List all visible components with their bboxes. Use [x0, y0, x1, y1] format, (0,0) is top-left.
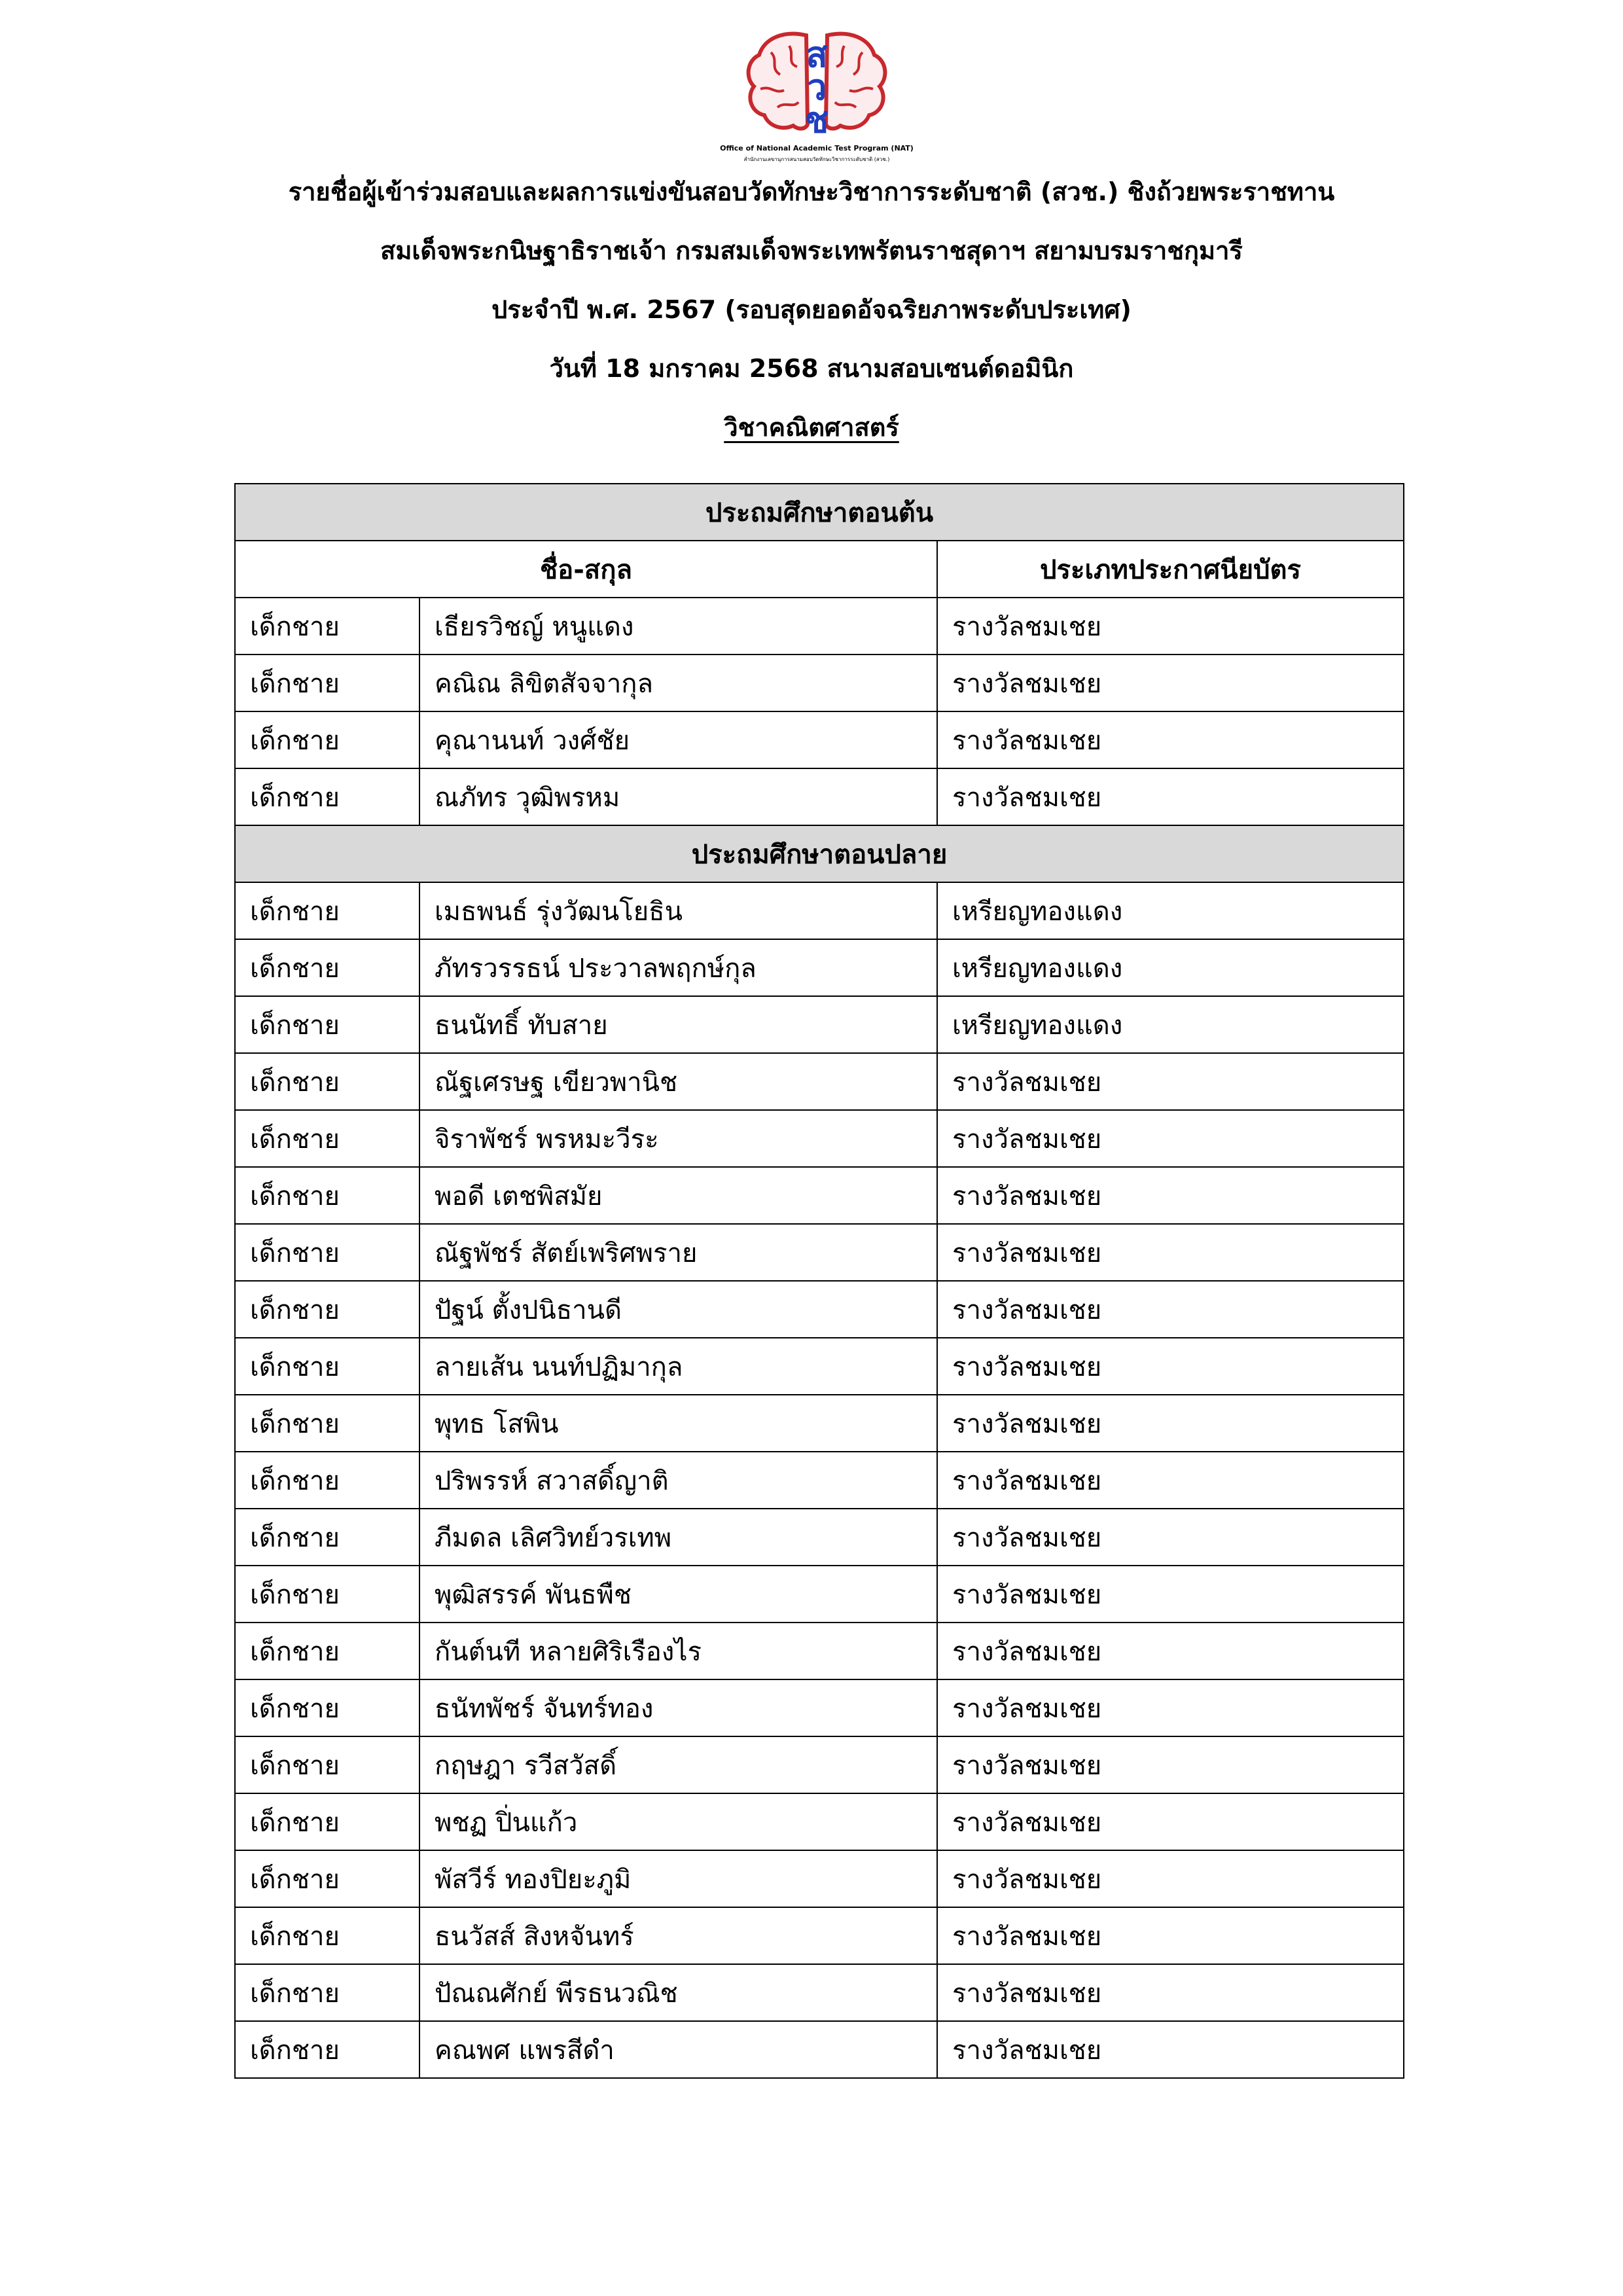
document-header: [0, 162, 1623, 457]
table-row: [235, 882, 1404, 939]
cell-award: เหรียญทองแดง: [937, 882, 1404, 939]
cell-name: ธนัทพัชร์ จันทร์ทอง: [419, 1679, 937, 1736]
cell-prefix: เด็กชาย: [235, 1452, 419, 1509]
header-title-line-2: สมเด็จพระกนิษฐาธิราชเจ้า กรมสมเด็จพระเทพรัตนราชสุดาฯ สยามบรมราชกุมารี: [380, 236, 1243, 265]
cell-prefix: เด็กชาย: [235, 1110, 419, 1167]
cell-prefix: เด็กชาย: [235, 1679, 419, 1736]
logo-letter-1: ส: [806, 34, 828, 75]
cell-prefix: เด็กชาย: [235, 598, 419, 655]
cell-prefix: เด็กชาย: [235, 1338, 419, 1395]
cell-award: รางวัลชมเชย: [937, 1395, 1404, 1452]
cell-name: ลายเส้น นนท์ปฏิมากุล: [419, 1338, 937, 1395]
cell-name: ปริพรรห์ สวาสดิ์ญาติ: [419, 1452, 937, 1509]
cell-name: ธนนัทธิ์ ทับสาย: [419, 996, 937, 1053]
logo-name-en: Office of National Academic Test Program (NAT): [720, 144, 914, 152]
table-row: [235, 1053, 1404, 1110]
cell-prefix: เด็กชาย: [235, 1167, 419, 1224]
logo-name-th: สำนักงานเลขานุการสนามสอบวัดทักษะวิชาการระดับชาติ (สวช.): [743, 156, 890, 162]
table-row: [235, 1338, 1404, 1395]
header-title-line-1: รายชื่อผู้เข้าร่วมสอบและผลการแข่งขันสอบวัดทักษะวิชาการระดับชาติ (สวช.) ชิงถ้วยพระราชทาน: [288, 177, 1335, 206]
cell-award: รางวัลชมเชย: [937, 1907, 1404, 1964]
cell-prefix: เด็กชาย: [235, 1736, 419, 1793]
cell-prefix: เด็กชาย: [235, 1053, 419, 1110]
cell-name: เธียรวิชญ์ หนูแดง: [419, 598, 937, 655]
table-row: [235, 1793, 1404, 1850]
cell-name: พุทธ โสพิน: [419, 1395, 937, 1452]
section-title: ประถมศึกษาตอนปลาย: [235, 825, 1404, 882]
cell-prefix: เด็กชาย: [235, 1623, 419, 1679]
table-row: [235, 1509, 1404, 1566]
cell-prefix: เด็กชาย: [235, 996, 419, 1053]
cell-name: กฤษฎา รวีสวัสดิ์: [419, 1736, 937, 1793]
cell-award: รางวัลชมเชย: [937, 1850, 1404, 1907]
column-header-row: [235, 541, 1404, 598]
cell-award: รางวัลชมเชย: [937, 711, 1404, 768]
cell-award: รางวัลชมเชย: [937, 1679, 1404, 1736]
table-row: [235, 1110, 1404, 1167]
cell-award: รางวัลชมเชย: [937, 768, 1404, 825]
cell-name: ปัณณศักย์ พีรธนวณิช: [419, 1964, 937, 2021]
cell-name: ธนวัสส์ สิงหจันทร์: [419, 1907, 937, 1964]
table-row: [235, 1907, 1404, 1964]
cell-prefix: เด็กชาย: [235, 655, 419, 711]
subject-title: วิชาคณิตศาสตร์: [724, 413, 899, 442]
table-row: [235, 1679, 1404, 1736]
cell-award: รางวัลชมเชย: [937, 1623, 1404, 1679]
section-header-row: [235, 484, 1404, 541]
cell-prefix: เด็กชาย: [235, 711, 419, 768]
table-row: [235, 1736, 1404, 1793]
cell-award: รางวัลชมเชย: [937, 1338, 1404, 1395]
cell-award: รางวัลชมเชย: [937, 598, 1404, 655]
cell-prefix: เด็กชาย: [235, 1850, 419, 1907]
table-row: [235, 1395, 1404, 1452]
cell-prefix: เด็กชาย: [235, 1281, 419, 1338]
table-row: [235, 1452, 1404, 1509]
results-table-body: [235, 484, 1404, 2078]
cell-award: เหรียญทองแดง: [937, 939, 1404, 996]
cell-name: คณพศ แพรสีดำ: [419, 2021, 937, 2078]
cell-award: รางวัลชมเชย: [937, 1452, 1404, 1509]
table-row: [235, 1167, 1404, 1224]
cell-award: รางวัลชมเชย: [937, 1224, 1404, 1281]
table-row: [235, 1281, 1404, 1338]
cell-prefix: เด็กชาย: [235, 1907, 419, 1964]
table-row: [235, 939, 1404, 996]
cell-award: รางวัลชมเชย: [937, 1167, 1404, 1224]
table-row: [235, 2021, 1404, 2078]
cell-name: พอดี เตชพิสมัย: [419, 1167, 937, 1224]
cell-name: ณัฐพัชร์ สัตย์เพริศพราย: [419, 1224, 937, 1281]
table-row: [235, 996, 1404, 1053]
cell-prefix: เด็กชาย: [235, 768, 419, 825]
table-row: [235, 655, 1404, 711]
cell-award: รางวัลชมเชย: [937, 1736, 1404, 1793]
cell-prefix: เด็กชาย: [235, 1566, 419, 1623]
subject-line: [0, 398, 1623, 457]
cell-name: เมธพนธ์ รุ่งวัฒนโยธิน: [419, 882, 937, 939]
table-row: [235, 1224, 1404, 1281]
table-row: [235, 768, 1404, 825]
cell-name: พัสวีร์ ทองปิยะภูมิ: [419, 1850, 937, 1907]
cell-award: รางวัลชมเชย: [937, 1509, 1404, 1566]
nat-logo-graphic: [720, 26, 914, 165]
cell-name: ปัฐน์ ตั้งปนิธานดี: [419, 1281, 937, 1338]
cell-prefix: เด็กชาย: [235, 1395, 419, 1452]
cell-name: คณิณ ลิขิตสัจจากุล: [419, 655, 937, 711]
table-row: [235, 598, 1404, 655]
cell-prefix: เด็กชาย: [235, 1793, 419, 1850]
cell-name: ณัฐเศรษฐ เขียวพานิช: [419, 1053, 937, 1110]
header-title-line-3: ประจำปี พ.ศ. 2567 (รอบสุดยอดอัจฉริยภาพระดับประเทศ): [491, 295, 1132, 324]
section-header-row: [235, 825, 1404, 882]
cell-award: รางวัลชมเชย: [937, 2021, 1404, 2078]
cell-name: จิราพัชร์ พรหมะวีระ: [419, 1110, 937, 1167]
cell-award: รางวัลชมเชย: [937, 655, 1404, 711]
cell-name: ภีมดล เลิศวิทย์วรเทพ: [419, 1509, 937, 1566]
results-table: [234, 483, 1404, 2079]
cell-name: กันต์นที หลายศิริเรืองไร: [419, 1623, 937, 1679]
section-title: ประถมศึกษาตอนต้น: [235, 484, 1404, 541]
cell-award: รางวัลชมเชย: [937, 1110, 1404, 1167]
brain-right-icon: [826, 34, 885, 129]
cell-prefix: เด็กชาย: [235, 1224, 419, 1281]
logo-letter-3: ช: [804, 99, 829, 141]
cell-prefix: เด็กชาย: [235, 939, 419, 996]
column-header-certificate: ประเภทประกาศนียบัตร: [937, 541, 1404, 598]
cell-award: รางวัลชมเชย: [937, 1793, 1404, 1850]
table-row: [235, 711, 1404, 768]
table-row: [235, 1964, 1404, 2021]
cell-name: พชฏ ปิ่นแก้ว: [419, 1793, 937, 1850]
cell-name: ภัทรวรรธน์ ประวาลพฤกษ์กุล: [419, 939, 937, 996]
cell-prefix: เด็กชาย: [235, 1964, 419, 2021]
header-title-line-4: วันที่ 18 มกราคม 2568 สนามสอบเซนต์ดอมินิก: [549, 354, 1074, 383]
table-row: [235, 1623, 1404, 1679]
cell-name: ณภัทร วุฒิพรหม: [419, 768, 937, 825]
table-row: [235, 1566, 1404, 1623]
cell-prefix: เด็กชาย: [235, 2021, 419, 2078]
table-row: [235, 1850, 1404, 1907]
cell-award: รางวัลชมเชย: [937, 1964, 1404, 2021]
cell-award: รางวัลชมเชย: [937, 1566, 1404, 1623]
logo-letter-2: ว: [806, 67, 827, 108]
nat-logo: [720, 26, 914, 165]
column-header-name: ชื่อ-สกุล: [235, 541, 937, 598]
cell-prefix: เด็กชาย: [235, 882, 419, 939]
cell-name: พุฒิสรรค์ พันธพืช: [419, 1566, 937, 1623]
cell-award: รางวัลชมเชย: [937, 1281, 1404, 1338]
cell-prefix: เด็กชาย: [235, 1509, 419, 1566]
cell-award: รางวัลชมเชย: [937, 1053, 1404, 1110]
cell-award: เหรียญทองแดง: [937, 996, 1404, 1053]
cell-name: คุณานนท์ วงศ์ชัย: [419, 711, 937, 768]
brain-left-icon: [749, 34, 808, 129]
